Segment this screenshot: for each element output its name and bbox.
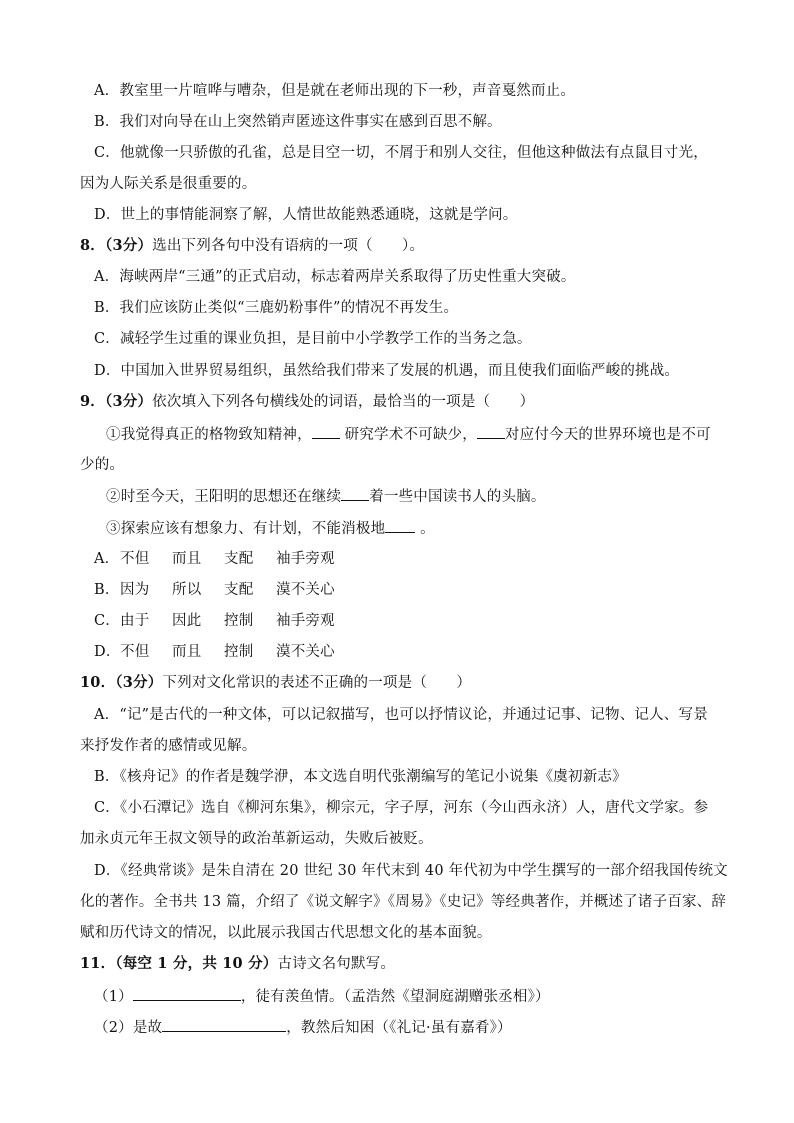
question-10 xyxy=(80,673,471,693)
option-letter: A． xyxy=(94,551,120,567)
option-word: 所以 xyxy=(172,582,202,598)
q9-sentence-3 xyxy=(106,518,435,539)
q9-option-c xyxy=(94,611,335,631)
question-points: （3分） xyxy=(105,237,153,254)
sentence-text: ③探索应该有想象力、有计划，不能消极地 xyxy=(106,521,386,537)
q9-option-a xyxy=(94,549,335,569)
item-text: ，教然后知困（《礼记·虽有嘉肴》） xyxy=(286,1020,512,1036)
answer-blank xyxy=(385,518,415,533)
option-word: 不但 xyxy=(120,551,150,567)
option-letter: D． xyxy=(94,644,121,660)
q7-option-a: A．教室里一片喧哗与嘈杂，但是就在老师出现的下一秒，声音戛然而止。 xyxy=(94,83,576,99)
item-label: （2）是故 xyxy=(94,1020,163,1036)
sentence-text: 着一些中国读书人的头脑。 xyxy=(369,489,546,505)
q9-sentence-1-continued: 少的。 xyxy=(80,457,125,473)
question-text: 选出下列各句中没有语病的一项（ ）。 xyxy=(152,238,425,254)
option-word: 由于 xyxy=(120,613,150,629)
option-word: 漠不关心 xyxy=(276,644,335,660)
option-word: 控制 xyxy=(224,613,254,629)
sentence-text: 对应付今天的世界环境也是不可 xyxy=(504,427,711,443)
q10-option-d-continued: 化的著作。全书共 13 篇，介绍了《说文解字》《周易》《史记》等经典著作，并概述了诸子百家、辞 xyxy=(80,894,727,910)
q7-option-b: B．我们对向导在山上突然销声匿迹这件事实在感到百思不解。 xyxy=(94,114,502,130)
option-word: 袖手旁观 xyxy=(276,551,335,567)
q10-option-b: B．《核舟记》的作者是魏学洢，本文选自明代张潮编写的笔记小说集《虞初新志》 xyxy=(94,769,627,785)
q7-option-c: C．他就像一只骄傲的孔雀，总是目空一切，不屑于和别人交往，但他这种做法有点鼠目寸光， xyxy=(94,145,708,161)
question-points: （每空 1 分，共 10 分） xyxy=(115,955,278,972)
q7-option-d: D．世上的事情能洞察了解，人情世故能熟悉通晓，这就是学问。 xyxy=(94,207,518,223)
q8-option-d: D．中国加入世界贸易组织，虽然给我们带来了发展的机遇，而且使我们面临严峻的挑战。 xyxy=(94,363,680,379)
q11-item-2 xyxy=(94,1017,512,1038)
question-number: 11． xyxy=(80,955,116,972)
q10-option-d-continued: 赋和历代诗文的情况，以此展示我国古代思想文化的基本面貌。 xyxy=(80,925,492,941)
question-text: 依次填入下列各句横线处的词语，最恰当的一项是（ ） xyxy=(152,394,535,410)
q9-sentence-2 xyxy=(106,486,546,507)
sentence-text: 。 xyxy=(415,521,435,537)
sentence-text: ②时至今天，王阳明的思想还在继续 xyxy=(106,489,342,505)
q11-item-1 xyxy=(94,986,550,1007)
q9-option-d xyxy=(94,642,335,662)
option-word: 而且 xyxy=(172,551,202,567)
answer-blank xyxy=(341,486,369,501)
option-word: 袖手旁观 xyxy=(276,613,335,629)
answer-blank xyxy=(133,986,241,1001)
q8-option-b: B．我们应该防止类似“三鹿奶粉事件”的情况不再发生。 xyxy=(94,300,459,316)
q10-option-c: C．《小石潭记》选自《柳河东集》，柳宗元，字子厚，河东（今山西永济）人，唐代文学家。参 xyxy=(94,800,709,816)
q10-option-d: D．《经典常谈》是朱自清在 20 世纪 30 年代末到 40 年代初为中学生撰写的一部介绍我国传统文 xyxy=(94,863,728,879)
sentence-text: 研究学术不可缺少， xyxy=(339,427,477,443)
q10-option-a: A．“记”是古代的一种文体，可以记叙描写，也可以抒情议论，并通过记事、记物、记人、写景 xyxy=(94,707,708,723)
q10-option-c-continued: 加永贞元年王叔文领导的政治革新运动，失败后被贬。 xyxy=(80,831,433,847)
answer-blank xyxy=(312,424,340,439)
answer-blank xyxy=(162,1017,286,1032)
question-9 xyxy=(80,392,534,412)
option-word: 因此 xyxy=(172,613,202,629)
question-number: 10． xyxy=(80,674,116,691)
option-word: 支配 xyxy=(224,582,254,598)
question-8 xyxy=(80,236,424,256)
q8-option-c: C．减轻学生过重的课业负担，是目前中小学教学工作的当务之急。 xyxy=(94,331,532,347)
q10-option-a-continued: 来抒发作者的感情或见解。 xyxy=(80,738,257,754)
option-word: 控制 xyxy=(224,644,254,660)
item-text: ，徒有羡鱼情。（孟浩然《望洞庭湖赠张丞相》） xyxy=(240,989,550,1005)
q8-option-a: A．海峡两岸“三通”的正式启动，标志着两岸关系取得了历史性重大突破。 xyxy=(94,269,576,285)
q9-option-b xyxy=(94,580,335,600)
question-text: 下列对文化常识的表述不正确的一项是（ ） xyxy=(162,675,472,691)
option-word: 而且 xyxy=(172,644,202,660)
answer-blank xyxy=(477,424,505,439)
item-label: （1） xyxy=(94,989,133,1005)
option-word: 不但 xyxy=(120,644,150,660)
option-word: 因为 xyxy=(120,582,150,598)
option-word: 漠不关心 xyxy=(276,582,335,598)
question-number: 8． xyxy=(80,237,105,254)
question-points: （3分） xyxy=(115,674,163,691)
sentence-text: ①我觉得真正的格物致知精神， xyxy=(106,427,312,443)
option-word: 支配 xyxy=(224,551,254,567)
q9-sentence-1 xyxy=(106,424,711,445)
option-letter: C． xyxy=(94,613,120,629)
option-letter: B． xyxy=(94,582,120,598)
q7-option-c-continued: 因为人际关系是很重要的。 xyxy=(80,176,257,192)
question-11 xyxy=(80,954,395,974)
question-points: （3分） xyxy=(105,393,153,410)
question-number: 9． xyxy=(80,393,105,410)
question-text: 古诗文名句默写。 xyxy=(277,956,396,972)
